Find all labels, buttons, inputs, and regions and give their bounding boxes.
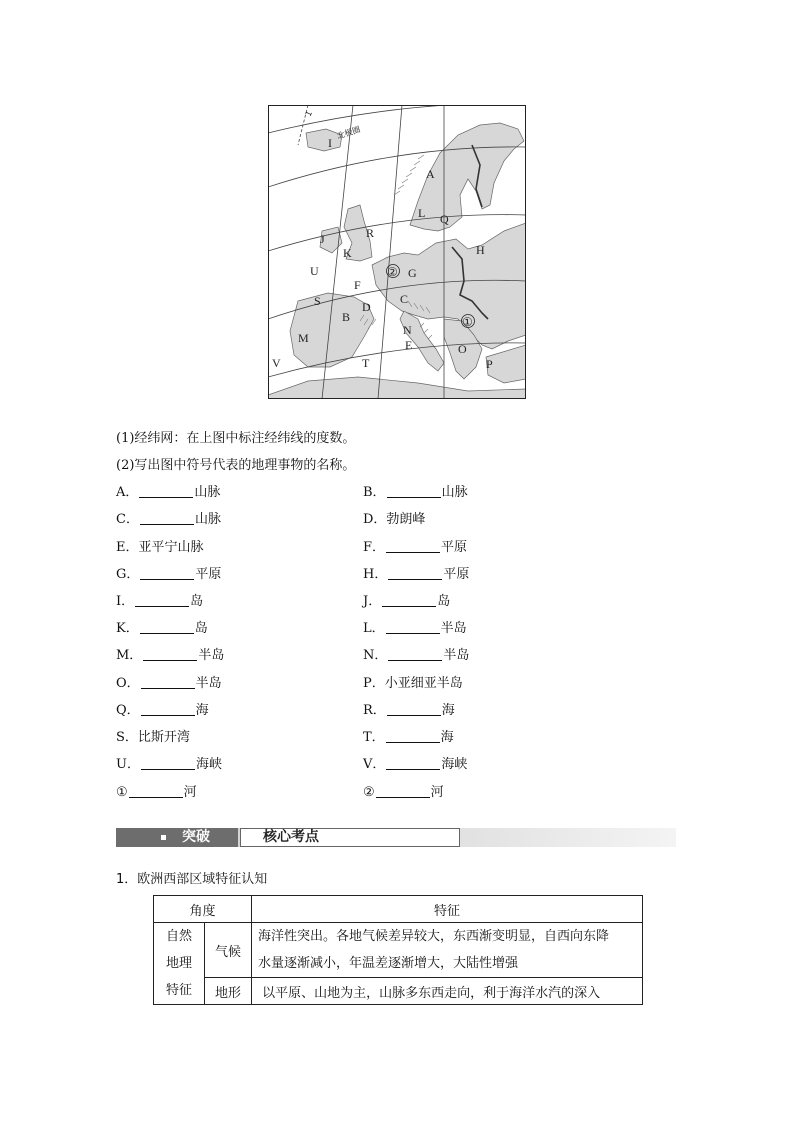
section-title: 1．欧洲西部区域特征认知 bbox=[116, 872, 268, 887]
item-row bbox=[116, 621, 467, 637]
answer-blank[interactable] bbox=[141, 676, 195, 689]
arctic-circle-label: 北极圈 bbox=[335, 124, 362, 141]
item-left-suffix: 半岛 bbox=[198, 648, 225, 663]
map-label-P: P bbox=[486, 357, 493, 371]
map-label-T: T bbox=[362, 356, 370, 370]
map-label-A: A bbox=[426, 167, 435, 181]
map-label-U: U bbox=[310, 264, 319, 278]
item-right-suffix: 海 bbox=[440, 730, 454, 745]
answer-blank[interactable] bbox=[376, 785, 430, 798]
climate-label: 气候 bbox=[205, 923, 252, 978]
item-row bbox=[116, 594, 451, 610]
answer-blank[interactable] bbox=[141, 703, 195, 716]
item-row bbox=[116, 567, 470, 583]
answer-blank[interactable] bbox=[140, 512, 194, 525]
category-line: 地理 bbox=[165, 956, 192, 971]
item-right-suffix: 半岛 bbox=[440, 621, 467, 636]
map-label-M: M bbox=[298, 331, 309, 345]
table-row bbox=[154, 896, 643, 923]
terrain-text: 以平原、山地为主，山脉多东西走向，利于海洋水汽的深入 bbox=[252, 978, 643, 1005]
item-left-prefix: K． bbox=[116, 621, 139, 636]
answer-blank[interactable] bbox=[386, 621, 440, 634]
map-label-E: E bbox=[405, 338, 413, 352]
section-banner bbox=[116, 826, 676, 850]
answer-blank[interactable] bbox=[388, 567, 442, 580]
item-row bbox=[116, 512, 426, 528]
feature-table bbox=[153, 895, 643, 1005]
item-left-prefix: S．比斯开湾 bbox=[116, 730, 190, 745]
banner-left-text: 突破 bbox=[182, 829, 210, 845]
item-right-prefix: L． bbox=[363, 621, 385, 636]
category-line: 自然 bbox=[165, 929, 192, 944]
map-label-S: S bbox=[314, 294, 321, 308]
map-label-F: F bbox=[354, 278, 361, 292]
item-right-prefix: ② bbox=[363, 785, 375, 800]
item-left-prefix: Q． bbox=[116, 703, 140, 718]
map-label-Q: Q bbox=[440, 212, 449, 226]
item-right-prefix: H． bbox=[363, 567, 388, 582]
map-label-C: C bbox=[400, 292, 409, 306]
item-left-suffix: 海 bbox=[195, 703, 209, 718]
map-label-R: R bbox=[366, 226, 375, 240]
map-label-B: B bbox=[342, 310, 351, 324]
answer-blank[interactable] bbox=[388, 648, 442, 661]
item-right-prefix: T． bbox=[363, 730, 385, 745]
item-left-prefix: U． bbox=[116, 757, 140, 772]
banner-dark-block bbox=[116, 828, 238, 847]
item-right-prefix: V． bbox=[363, 757, 386, 772]
answer-blank[interactable] bbox=[386, 540, 440, 553]
item-right-prefix: N． bbox=[363, 648, 388, 663]
map-label-L: L bbox=[418, 206, 426, 220]
header-feature: 特征 bbox=[252, 896, 643, 923]
item-left-prefix: ① bbox=[116, 785, 128, 800]
terrain-label: 地形 bbox=[205, 978, 252, 1005]
map-label-I: I bbox=[328, 136, 332, 150]
map-label-K: K bbox=[343, 246, 352, 260]
answer-blank[interactable] bbox=[135, 594, 189, 607]
answer-blank[interactable] bbox=[382, 594, 436, 607]
item-right-prefix: B． bbox=[363, 485, 386, 500]
item-right-suffix: 山脉 bbox=[441, 485, 468, 500]
item-right-prefix: F． bbox=[363, 540, 386, 555]
category-cell bbox=[154, 923, 205, 1005]
item-right-prefix: R． bbox=[363, 703, 386, 718]
square-bullet-icon bbox=[161, 835, 166, 840]
map-label-O: O bbox=[458, 342, 467, 356]
map-label-J: J bbox=[320, 232, 325, 246]
climate-line: 海洋性突出。各地气候差异较大，东西渐变明显，自西向东降 bbox=[258, 929, 610, 944]
banner-right-text: 核心考点 bbox=[263, 829, 319, 845]
header-angle: 角度 bbox=[154, 896, 252, 923]
item-left-suffix: 海峡 bbox=[195, 757, 222, 772]
answer-blank[interactable] bbox=[387, 703, 441, 716]
answer-blank[interactable] bbox=[143, 648, 197, 661]
item-right-suffix: 平原 bbox=[441, 540, 468, 555]
answer-blank[interactable] bbox=[141, 757, 195, 770]
europe-map bbox=[268, 105, 526, 399]
item-right-suffix: 海峡 bbox=[441, 757, 468, 772]
item-left-prefix: E．亚平宁山脉 bbox=[116, 540, 204, 555]
item-row bbox=[116, 730, 454, 746]
answer-blank[interactable] bbox=[386, 730, 440, 743]
meridian-label: 1 bbox=[303, 109, 315, 118]
item-row bbox=[116, 540, 468, 556]
map-label-D: D bbox=[362, 300, 371, 314]
item-left-suffix: 岛 bbox=[194, 621, 208, 636]
item-right-suffix: 半岛 bbox=[443, 648, 470, 663]
answer-blank[interactable] bbox=[387, 485, 441, 498]
item-right-suffix: 平原 bbox=[443, 567, 470, 582]
map-label-N: N bbox=[403, 323, 412, 337]
item-left-suffix: 平原 bbox=[195, 567, 222, 582]
item-right-suffix: 海 bbox=[441, 703, 455, 718]
item-row bbox=[116, 703, 455, 719]
item-row bbox=[116, 648, 470, 664]
item-right-prefix: D．勃朗峰 bbox=[363, 512, 426, 527]
answer-blank[interactable] bbox=[129, 785, 183, 798]
answer-blank[interactable] bbox=[139, 485, 193, 498]
item-row bbox=[116, 757, 468, 773]
item-row bbox=[116, 485, 468, 501]
item-left-suffix: 山脉 bbox=[194, 485, 221, 500]
item-left-suffix: 半岛 bbox=[195, 676, 222, 691]
item-right-suffix: 岛 bbox=[437, 594, 451, 609]
table-row bbox=[154, 923, 643, 978]
item-left-suffix: 山脉 bbox=[194, 512, 221, 527]
item-right-prefix: P．小亚细亚半岛 bbox=[363, 676, 463, 691]
map-label-r1: ① bbox=[462, 315, 473, 329]
category-line: 特征 bbox=[165, 983, 192, 998]
map-label-r2: ② bbox=[387, 265, 398, 279]
question-1: (1)经纬网：在上图中标注经纬线的度数。 bbox=[116, 431, 356, 446]
item-row bbox=[116, 676, 463, 692]
table-row bbox=[154, 978, 643, 1005]
item-right-prefix: J． bbox=[363, 594, 382, 609]
item-left-suffix: 岛 bbox=[190, 594, 204, 609]
map-label-V: V bbox=[272, 356, 281, 370]
item-row bbox=[116, 785, 444, 801]
climate-line: 水量逐渐减小，年温差逐渐增大，大陆性增强 bbox=[258, 956, 519, 971]
question-2: (2)写出图中符号代表的地理事物的名称。 bbox=[116, 458, 356, 473]
item-left-prefix: O． bbox=[116, 676, 140, 691]
item-left-prefix: G． bbox=[116, 567, 140, 582]
answer-blank[interactable] bbox=[386, 757, 440, 770]
answer-blank[interactable] bbox=[140, 621, 194, 634]
item-left-prefix: I． bbox=[116, 594, 135, 609]
climate-text bbox=[252, 923, 643, 978]
map-label-G: G bbox=[408, 266, 417, 280]
banner-box bbox=[240, 828, 460, 847]
item-right-suffix: 河 bbox=[430, 785, 444, 800]
map-label-H: H bbox=[476, 243, 485, 257]
answer-blank[interactable] bbox=[140, 567, 194, 580]
item-left-prefix: M． bbox=[116, 648, 143, 663]
item-left-prefix: A． bbox=[116, 485, 139, 500]
item-left-suffix: 河 bbox=[183, 785, 197, 800]
item-left-prefix: C． bbox=[116, 512, 139, 527]
